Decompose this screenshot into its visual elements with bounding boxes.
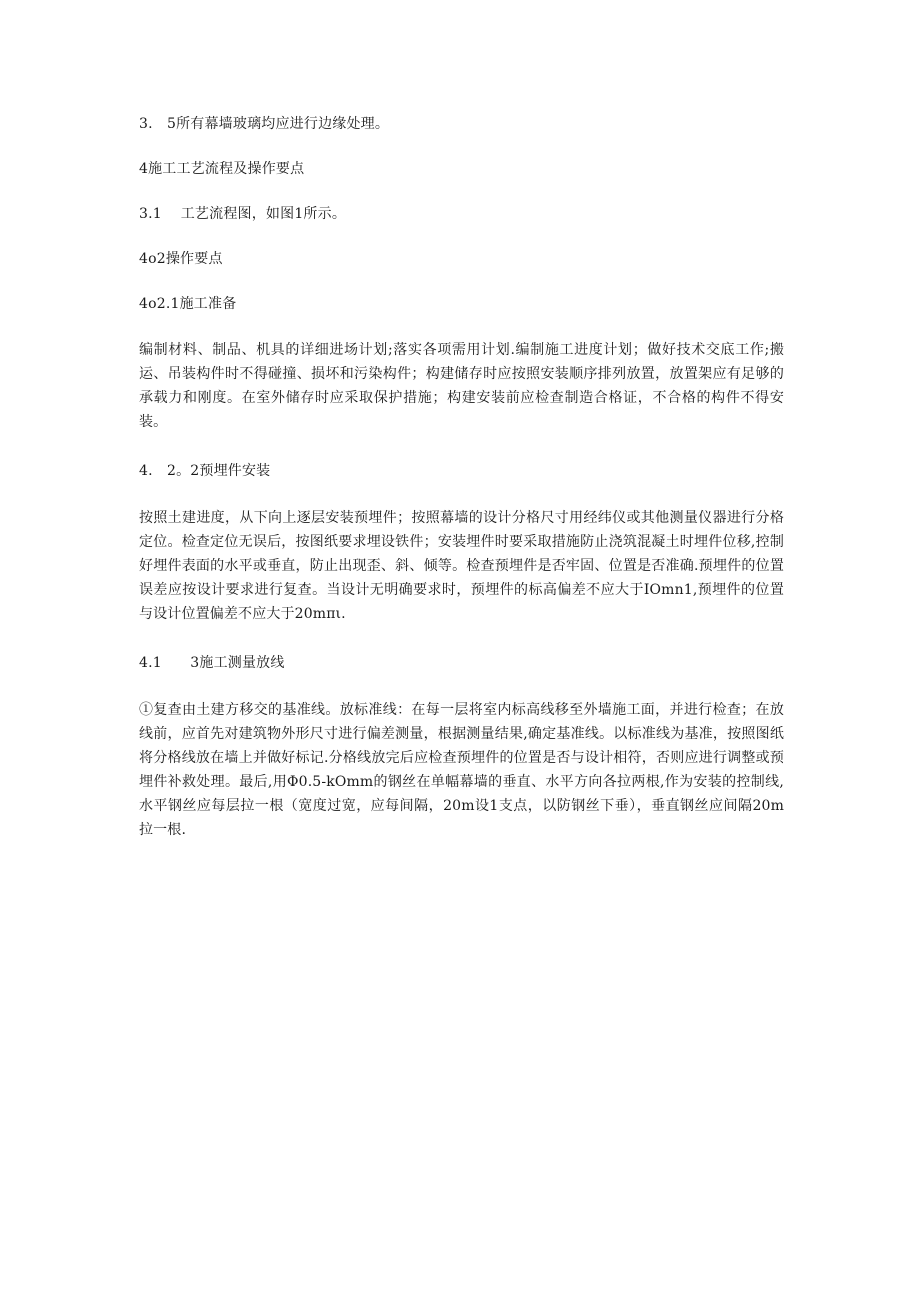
section-3-1-heading: 3.1 工艺流程图，如图1所示。 bbox=[139, 206, 347, 222]
section-4o2-heading: 4o2操作要点 bbox=[139, 251, 223, 267]
section-4-heading: 4施工工艺流程及操作要点 bbox=[139, 161, 305, 177]
embedded-parts-paragraph: 按照土建进度，从下向上逐层安装预埋件；按照幕墙的设计分格尺寸用经纬仪或其他测量仪器进行分格定位。检查定位无误后，按图纸要求埋设铁件；安装埋件时要采取措施防止浇筑混凝土时埋件位移,控制好埋件表面的水平或垂直，防止出现歪、斜、倾等。检查预埋件是否牢固、位置是否准确.预埋件的位置误差应按设计要求进行复查。当设计无明确要求时，预埋件的标高偏差不应大于IOmn1,预埋件的位置与设计位置偏差不应大于20mπι. bbox=[139, 510, 784, 622]
survey-layout-paragraph: ①复查由土建方移交的基准线。放标准线：在每一层将室内标高线移至外墙施工面，并进行检查；在放线前，应首先对建筑物外形尺寸进行偏差测量，根据测量结果,确定基准线。以标准线为基准，按照图纸将分格线放在墙上并做好标记.分格线放完后应检查预埋件的位置是否与设计相符，否则应进行调整或预埋件补救处理。最后,用Φ0.5-kOmm的钢丝在单幅幕墙的垂直、水平方向各拉两根,作为安装的控制线,水平钢丝应每层拉一根（宽度过宽，应每间隔，20m设1支点，以防钢丝下垂），垂直钢丝应间隔20m拉一根. bbox=[139, 702, 784, 838]
section-4-1-3-heading: 4.1 3施工测量放线 bbox=[139, 655, 285, 671]
section-3-5-heading: 3. 5所有幕墙玻璃均应进行边缘处理。 bbox=[139, 116, 390, 132]
construction-prep-paragraph: 编制材料、制品、机具的详细进场计划;落实各项需用计划.编制施工进度计划；做好技术交底工作;搬运、吊装构件时不得碰撞、损坏和污染构件；构建储存时应按照安装顺序排列放置，放置架应有足够的承载力和刚度。在室外储存时应采取保护措施；构建安装前应检查制造合格证，不合格的构件不得安装。 bbox=[139, 342, 784, 430]
section-4-2-2-heading: 4. 2。2预埋件安装 bbox=[139, 463, 271, 479]
section-4o2-1-heading: 4o2.1施工准备 bbox=[139, 296, 237, 312]
